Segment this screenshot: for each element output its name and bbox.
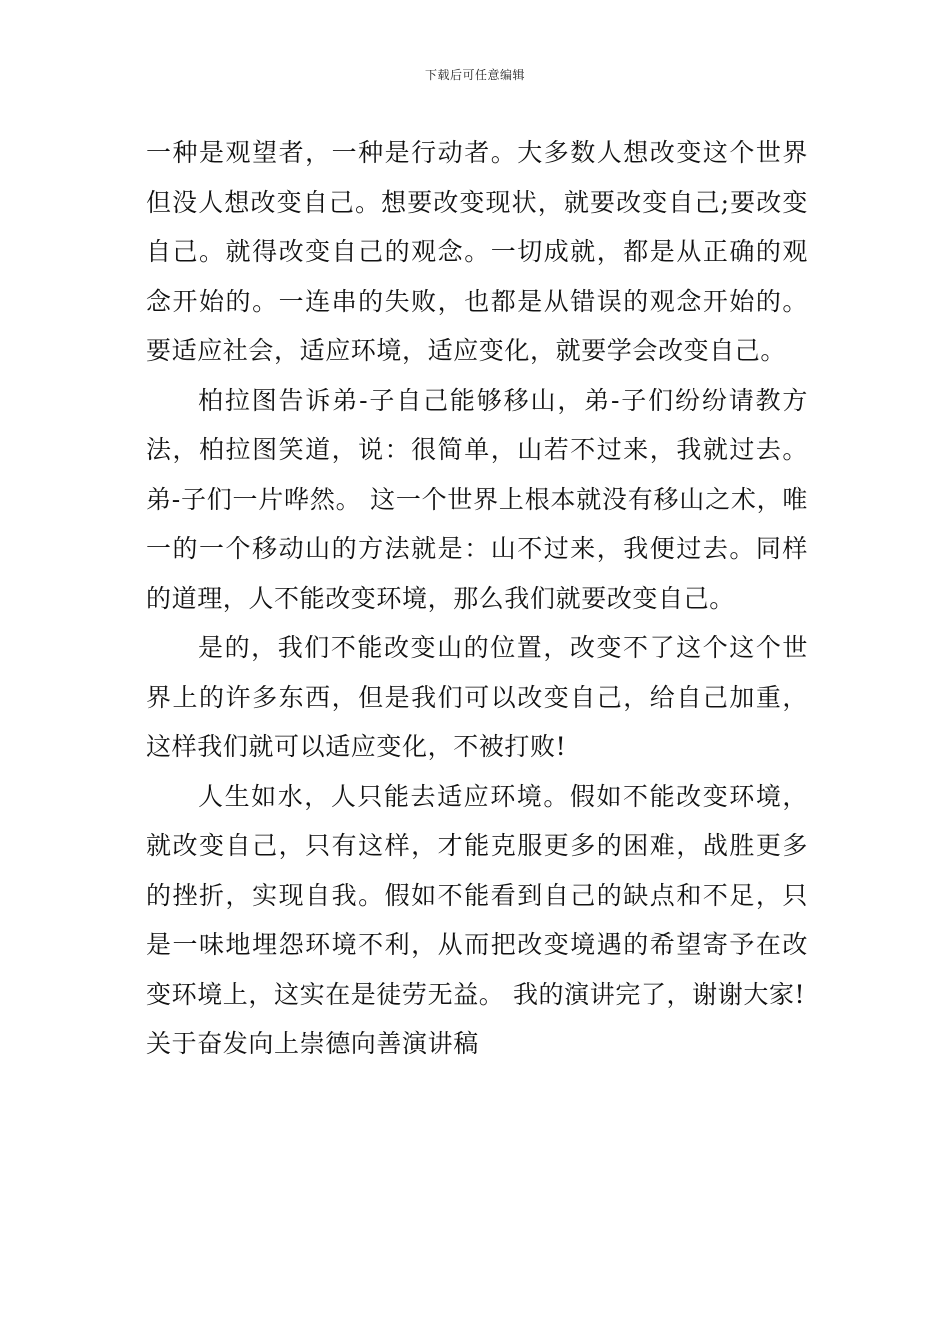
paragraph-2: 柏拉图告诉弟-子自己能够移山，弟-子们纷纷请教方法，柏拉图笑道，说：很简单，山若不过来，我就过去。弟-子们一片哗然。 这一个世界上根本就没有移山之术，唯一的一个移动山的方法就是：山不过来，我便过去。同样的道理，人不能改变环境，那么我们就要改变自己。 <box>146 385 808 613</box>
next-section-title: 关于奋发向上崇德向善演讲稿 <box>146 1029 479 1058</box>
paragraph-3: 是的，我们不能改变山的位置，改变不了这个这个世界上的许多东西，但是我们可以改变自己，给自己加重，这样我们就可以适应变化，不被打败! <box>146 633 808 761</box>
paragraph-1: 一种是观望者，一种是行动者。大多数人想改变这个世界但没人想改变自己。想要改变现状，就要改变自己;要改变自己。就得改变自己的观念。一切成就，都是从正确的观念开始的。一连串的失败，也都是从错误的观念开始的。要适应社会，适应环境，适应变化，就要学会改变自己。 <box>146 138 808 365</box>
document-body <box>146 128 808 1069</box>
paragraph-4: 人生如水，人只能去适应环境。假如不能改变环境，就改变自己，只有这样，才能克服更多的困难，战胜更多的挫折，实现自我。假如不能看到自己的缺点和不足，只是一味地埋怨环境不利，从而把改变境遇的希望寄予在改变环境上，这实在是徒劳无益。 我的演讲完了，谢谢大家! <box>146 781 808 1009</box>
header-note: 下载后可任意编辑 <box>424 68 525 82</box>
